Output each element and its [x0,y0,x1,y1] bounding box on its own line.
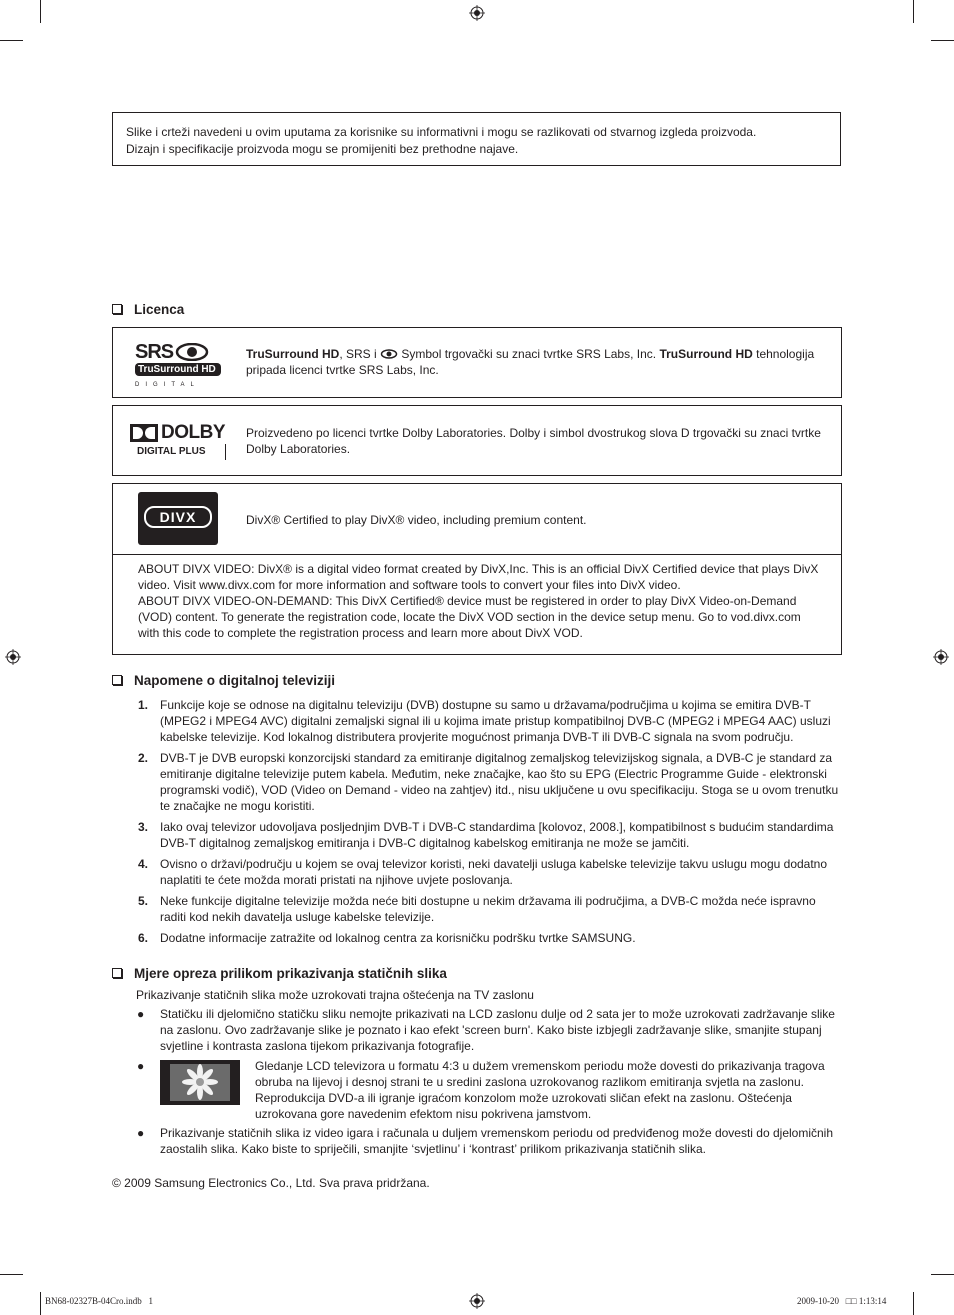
licence-box-divx [112,483,842,655]
dolby-logo-text: DOLBY [161,422,225,443]
srs-logo-sub2: DIGITAL [135,382,200,388]
list-item [112,750,844,814]
section-title-text: Napomene o digitalnoj televiziji [134,673,336,688]
crop-mark [0,1274,23,1275]
item-number: 6. [138,931,149,945]
checkbox-square-icon [112,675,122,685]
checkbox-square-icon [112,304,122,314]
srs-text: , SRS i [339,347,381,361]
crop-mark [0,40,23,41]
digital-tv-list [112,697,844,951]
licence-box-srs [112,327,842,398]
crop-mark [40,0,41,23]
static-bullet-2 [112,1058,844,1122]
list-item [112,819,844,851]
checkbox-square-icon [112,968,122,978]
registration-mark-icon [469,5,485,21]
srs-bold-text: TruSurround HD [659,347,753,361]
copyright: © 2009 Samsung Electronics Co., Ltd. Sva prava pridržana. [112,1176,430,1190]
section-title-static [112,966,447,981]
item-text: Neke funkcije digitalne televizije možda neće biti dostupne u nekim državama ili područjima, a DVB-C možda neće ispravno raditi kod nekih davatelja usluge kabelske televizije. [160,894,816,924]
double-d-icon [130,424,158,442]
item-text: Ovisno o državi/području u kojem se ovaj televizor koristi, neki davatelji usluga kabelske televizije takvu uslugu mogu dodatno naplatiti te ćete možda morati pristati na njihove uvjete poslovanja. [160,857,828,887]
dolby-logo-sub: DIGITAL PLUS [137,444,226,460]
srs-bold-text: TruSurround HD [246,347,340,361]
item-text: DVB-T je DVB europski konzorcijski standard za emitiranje digitalnog zemaljskog televizijskog signala, a DVB-C je standard za emitiranje digitalne televizije putem kabela. Međutim, neke značajke, kao što su EPG (Electric Programme Guide - elektronski programski vodič), VOD (Video on Demand - video na zahtjev) itd., nisu uključene u ovu specifikaciju. Stoga se u ovom trenutku te značajke ne mogu koristiti. [160,751,839,813]
item-text: Iako ovaj televizor udovoljava posljednjim DVB-T i DVB-C standardima [kolovoz, 2008.], kompatibilnost s budućim standardima DVB-T digitalnog zemaljskog emitiranja i DVB-C digitalnog kabelskog emitiranja ne može se jamčiti. [160,820,834,850]
bullet-text: Gledanje LCD televizora u formatu 4:3 u dužem vremenskom periodu može dovesti do prikazivanja tragova obruba na lijevoj i desnoj strani te u sredini zaslona uzrokovanog razlikom emitiranja svjetla na zaslonu. Reprodukcija DVD-a ili igranje igraćom konzolom može uzrokovati sličan efekt na zaslonu. Oštećenja uzrokovana gore navedenim efektom nisu pokrivena jamstvom. [255,1059,825,1121]
bullet-icon: ● [137,1007,145,1021]
registration-mark-icon [469,1293,485,1309]
section-title-text: Mjere opreza prilikom prikazivanja statičnih slika [134,966,447,981]
divx-about-vod: ABOUT DIVX VIDEO-ON-DEMAND: This DivX Certified® device must be registered in order to play DivX Video-on-Demand (VOD) content. To generate the registration code, locate the DivX VOD section in the device setup menu. Go to vod.divx.com with this code to complete the registration process and learn more about DivX VOD. [138,594,801,640]
crop-mark [931,40,954,41]
srs-text: Symbol trgovački su znaci tvrtke SRS Labs, Inc. [398,347,660,361]
item-number: 2. [138,751,149,765]
section-title-digital-tv [112,673,335,688]
slug-left: BN68-02327B-04Cro.indb 1 [45,1296,153,1306]
notice-line: Slike i crteži navedeni u ovim uputama za korisnike su informativni i mogu se razlikovati od stvarnog izgleda proizvoda. [126,125,757,139]
section-title-text: Licenca [134,302,185,317]
srs-licence-text [246,346,831,378]
bullet-text: Statičku ili djelomično statičku sliku nemojte prikazivati na LCD zaslonu dulje od 2 sata jer to može uzrokovati zadržavanje slike na zaslonu. Ovo zadržavanje slike je poznato i kao efekt 'screen burn'. Kako biste izbjegli zadržavanje slike, smanjite stupanj svjetline i kontrasta zaslona tijekom prikazivanja fotografije. [160,1007,835,1053]
srs-text: tehnologija pripada licenci tvrtke SRS Labs, Inc. [246,347,815,377]
srs-symbol-icon [380,349,398,359]
list-item [112,930,844,946]
notice-box [112,112,841,166]
bullet-icon: ● [137,1059,145,1073]
flower-photo-icon [160,1060,240,1105]
item-text: Funkcije koje se odnose na digitalnu televiziju (DVB) dostupne su samo u državama/područjima u kojima se emitira DVB-T (MPEG2 i MPEG4 AVC) digitalni zemaljski signal ili u kojima imate pristup kompatibilnoj DVB-C (MPEG2 i MPEG4 AAC) usluzi kabelske televizije. Kod lokalnog distributera provjerite mogućnost primanja DVB-T ili DVB-C signala na svom području. [160,698,831,744]
divx-about-video: ABOUT DIVX VIDEO: DivX® is a digital video format created by DivX,Inc. This is an official DivX Certified device that plays DivX video. Visit www.divx.com for more information and software tools to convert your files into DivX video. [138,562,819,592]
crop-mark [913,1292,914,1315]
crop-mark [40,1292,41,1315]
static-bullet-3 [112,1125,844,1157]
list-item [112,893,844,925]
licence-box-dolby [112,405,842,476]
crop-mark [931,1274,954,1275]
notice-line: Dizajn i specifikacije proizvoda mogu se promijeniti bez prethodne najave. [126,142,519,156]
static-intro: Prikazivanje statičnih slika može uzrokovati trajna oštećenja na TV zaslonu [136,988,534,1002]
divx-logo [138,492,218,545]
slug-right: 2009-10-20 □□ 1:13:14 [797,1296,887,1306]
item-number: 3. [138,820,149,834]
bullet-text: Prikazivanje statičnih slika iz video igara i računala u duljem vremenskom periodu od predviđenog može dovesti do djelomičnih zaostalih slika. Kako biste to spriječili, smanjite ‘svjetlinu’ i ‘kontrast’ prilikom prikazivanja statičnih slika. [160,1126,834,1156]
srs-logo [135,342,225,393]
registration-mark-icon [933,649,949,665]
divx-about [113,554,841,641]
section-title-licence [112,302,184,317]
item-text: Dodatne informacije zatražite od lokalnog centra za korisničku podršku tvrtke SAMSUNG. [160,931,636,945]
static-bullet-1 [112,1006,844,1054]
registration-mark-icon [5,649,21,665]
list-item [112,856,844,888]
bullet-icon: ● [137,1126,145,1140]
dolby-licence-text: Proizvedeno po licenci tvrtke Dolby Laboratories. Dolby i simbol dvostrukog slova D trgovački su znaci tvrtke Dolby Laboratories. [246,426,821,456]
srs-circle-icon [175,343,209,361]
screen-burn-image [160,1060,240,1105]
divx-licence-text: DivX® Certified to play DivX® video, including premium content. [246,513,587,527]
item-number: 4. [138,857,149,871]
srs-logo-text: SRS [135,341,174,363]
dolby-logo [130,424,230,460]
crop-mark [913,0,914,23]
item-number: 5. [138,894,149,908]
list-item [112,697,844,745]
divx-logo-text: DIVX [144,506,212,528]
srs-logo-sub: TruSurround HD [135,363,221,376]
item-number: 1. [138,698,149,712]
